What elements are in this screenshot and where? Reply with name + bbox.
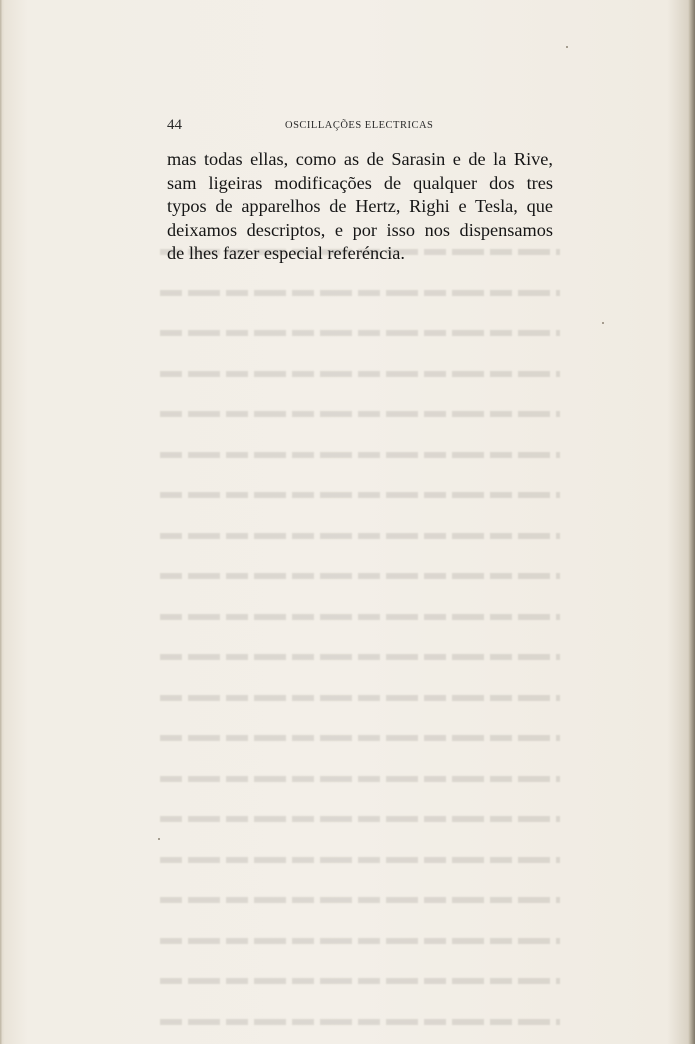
show-through-texture <box>160 240 560 840</box>
running-title: OSCILLAÇÕES ELECTRICAS <box>285 120 434 131</box>
body-line: mas todas ellas, como as de Sarasin e de la Rive, <box>167 149 553 169</box>
page-left-edge <box>0 0 3 1044</box>
page-number: 44 <box>167 117 182 133</box>
page-right-edge <box>689 0 695 1044</box>
body-line: deixamos descriptos, e por isso nos dispensamos <box>167 219 553 240</box>
body-line: typos de apparelhos de Hertz, Righi e Tesla, que <box>167 196 553 216</box>
paper-speck <box>566 46 568 48</box>
running-head <box>167 117 553 135</box>
paper-speck <box>158 838 160 840</box>
body-text <box>167 148 553 266</box>
paper-speck <box>602 322 604 324</box>
body-line: de lhes fazer especial referéncia. <box>167 243 405 263</box>
body-line: sam ligeiras modificações de qualquer dos tres <box>167 172 553 193</box>
